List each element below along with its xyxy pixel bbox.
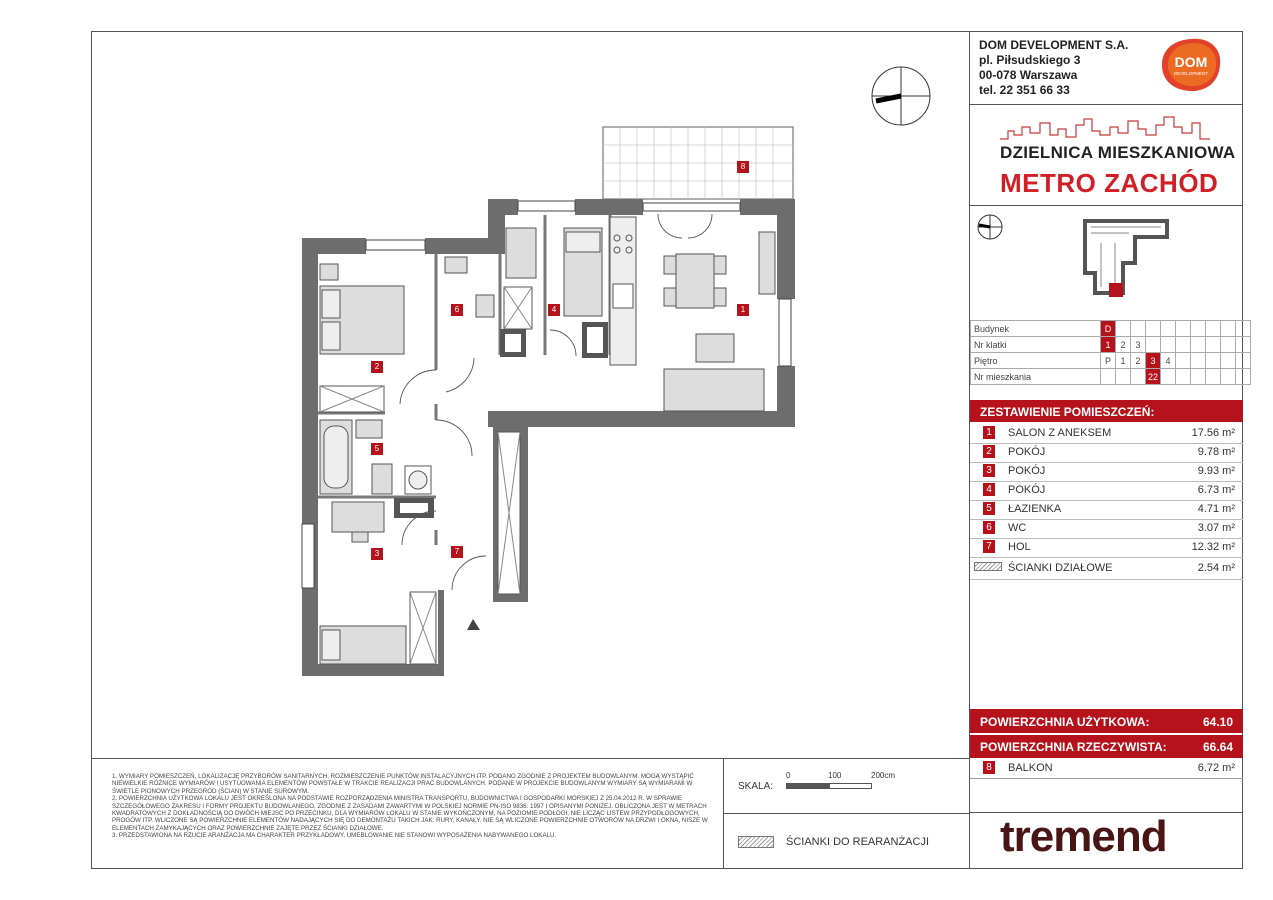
apartment-row (971, 369, 1251, 385)
plan-label-bathroom: 5 (371, 443, 383, 455)
room-row: 1 SALON Z ANEKSEM 17.56 m² (970, 424, 1243, 444)
scale-tick-200: 200cm (871, 771, 896, 780)
project-line1: DZIELNICA MIESZKANIOWA (1000, 143, 1236, 162)
real-area-bar (970, 735, 1243, 758)
floor-row (971, 353, 1251, 369)
footer-split-h (723, 813, 970, 814)
floor-plan (295, 120, 805, 680)
room-row: 3 POKÓJ 9.93 m² (970, 462, 1243, 482)
rooms-header: ZESTAWIENIE POMIESZCZEŃ: (970, 400, 1243, 422)
building-label: Budynek (971, 321, 1101, 337)
scale-label: SKALA: (738, 781, 774, 792)
room-row: 7 HOL 12.32 m² (970, 538, 1243, 558)
plan-label-room-3: 3 (371, 548, 383, 560)
real-area-label: POWIERZCHNIA RZECZYWISTA: (980, 740, 1167, 754)
balcony-row: 8 BALKON 6.72 m² (970, 759, 1243, 779)
floor-value-4: 4 (1161, 353, 1176, 369)
keyplan-compass-icon (975, 212, 1005, 242)
compass-icon (868, 63, 934, 129)
sidebar-line-1 (970, 104, 1243, 105)
living-furniture (664, 232, 775, 411)
note-3: 3. PRZEDSTAWIONA NA RZUCIE ARANŻACJA MA CHARAKTER PRZYKŁADOWY, UMEBLOWANIE NIE STANOWI WYPOSAŻENIA NABYWANEGO LOKALU. (112, 832, 557, 840)
usable-area-label: POWIERZCHNIA UŻYTKOWA: (980, 715, 1150, 729)
balcony-area (603, 127, 793, 199)
partition-area: 2.54 m² (1197, 562, 1235, 574)
bed-room-2 (320, 264, 404, 412)
company-name: DOM DEVELOPMENT S.A. (979, 38, 1129, 52)
apartment-info-table (970, 320, 1251, 385)
logo-text: DOM (1174, 54, 1208, 70)
stair-value-1: 1 (1101, 337, 1116, 353)
floor-value-1: 1 (1116, 353, 1131, 369)
company-phone: tel. 22 351 66 33 (979, 83, 1070, 97)
floor-value-3: 3 (1146, 353, 1161, 369)
floor-value-p: P (1101, 353, 1116, 369)
scale-tick-0: 0 (786, 771, 791, 780)
skyline-icon (1000, 113, 1210, 141)
company-city: 00-078 Warszawa (979, 68, 1078, 82)
stair-value-2: 2 (1116, 337, 1131, 353)
plan-label-hall: 7 (451, 546, 463, 558)
stair-label: Nr klatki (971, 337, 1101, 353)
footer-divider (91, 758, 970, 759)
company-address (979, 38, 1128, 98)
usable-area-bar (970, 709, 1243, 733)
rearrange-label: ŚCIANKI DO REARANŻACJI (786, 836, 930, 848)
apartment-label: Nr mieszkania (971, 369, 1101, 385)
note-1: 1. WYMIARY POMIESZCZEŃ, LOKALIZACJĘ PRZYBORÓW SANITARNYCH, ROZMIESZCZENIE PUNKTÓW INSTALACYJNYCH ITP. PODANO ZGODNIE Z PROJEKTEM BUDOWLANYM. MOGĄ WYSTĄPIĆ NIEWIELKIE RÓŻNICE WYMIARÓW I USYTUOWANIA ELEMENTÓW POWSTAŁE W TRAKCIE REALIZACJI PRAC BUDOWLANYCH. PODANE W PROJEKCIE BUDOWLANYM WYMIARY SĄ WYMIARAMI W ŚWIETLE PIONOWYCH PRZEGRÓD (ŚCIAN) W STANIE SUROWYM. (112, 773, 694, 795)
note-2: 2. POWIERZCHNIA UŻYTKOWA LOKALU JEST OKREŚLONA NA PODSTAWIE ROZPORZĄDZENIA MINISTRA TRANSPORTU, BUDOWNICTWA I GOSPODARKI MORSKIEJ Z 25.04.2012 R. W SPRAWIE SZCZEGÓŁOWEGO ZAKRESU I FORMY PROJEKTU BUDOWLANEGO, ZGODNIE Z ZASADAMI ZAWARTYMI W POLSKIEJ NORMIE PN-ISO 9836: 1997 I OPISANYMI PONIŻEJ. OBLICZONA JEST W METRACH KWADRATOWYCH Z DOKŁADNOŚCIĄ DO DWÓCH MIEJSC PO PRZECINKU, DLA WYMIARÓW LOKALU W STANIE WYKOŃCZONYM, NA POZIOMIE PODŁOGI, NIE LICZĄC LISTEW PRZYPODŁOGOWYCH, PROGÓW ITP. WLICZONE SĄ POWIERZCHNIE ELEMENTÓW NADAJĄCYCH SIĘ DO DEMONTAŻU TAKICH JAK: RURY, KANAŁY. NIE SĄ WLICZONE POWIERZCHNIE OTWORÓW NA DRZWI I OKNA, NISZE W ELEMENTACH ZAMYKAJĄCYCH ORAZ POWIERZCHNIE ZAJĘTE PRZEZ ŚCIANKI DZIAŁOWE. (112, 795, 708, 832)
logo-subtext: DEVELOPMENT (1173, 71, 1209, 76)
company-street: pl. Piłsudskiego 3 (979, 53, 1081, 67)
usable-area-value: 64.10 (1202, 715, 1233, 729)
sidebar-line-2 (970, 205, 1243, 206)
room-row: 4 POKÓJ 6.73 m² (970, 481, 1243, 501)
real-area-value: 66.64 (1202, 740, 1233, 754)
floor-value-2: 2 (1131, 353, 1146, 369)
partition-row (970, 557, 1243, 580)
room-row: 6 WC 3.07 m² (970, 519, 1243, 539)
stair-row (971, 337, 1251, 353)
project-line2: METRO ZACHÓD (1000, 168, 1219, 198)
floor-label: Piętro (971, 353, 1101, 369)
footer-brand: tremend (1000, 812, 1167, 861)
rearrange-hatch-icon (738, 836, 774, 848)
building-row (971, 321, 1251, 337)
dom-logo (1158, 37, 1224, 93)
plan-label-room-2: 2 (371, 361, 383, 373)
kitchen-fixtures (610, 217, 636, 365)
partition-name: ŚCIANKI DZIAŁOWE (1008, 562, 1113, 574)
keyplan-building-icon (1075, 213, 1175, 303)
plan-label-room-4: 4 (548, 304, 560, 316)
plan-label-wc: 6 (451, 304, 463, 316)
building-value: D (1101, 321, 1116, 337)
project-brand (970, 108, 1243, 204)
partition-hatch-icon (974, 562, 1002, 571)
plan-label-living: 1 (737, 304, 749, 316)
plan-label-balcony: 8 (737, 161, 749, 173)
apartment-value: 22 (1146, 369, 1161, 385)
room-3-furniture (320, 502, 436, 664)
stair-value-3: 3 (1131, 337, 1146, 353)
room-row: 2 POKÓJ 9.78 m² (970, 443, 1243, 463)
entrance-arrow-icon (467, 619, 480, 630)
scale-tick-100: 100 (828, 771, 842, 780)
room-row: 5 ŁAZIENKA 4.71 m² (970, 500, 1243, 520)
legal-notes (112, 773, 708, 840)
